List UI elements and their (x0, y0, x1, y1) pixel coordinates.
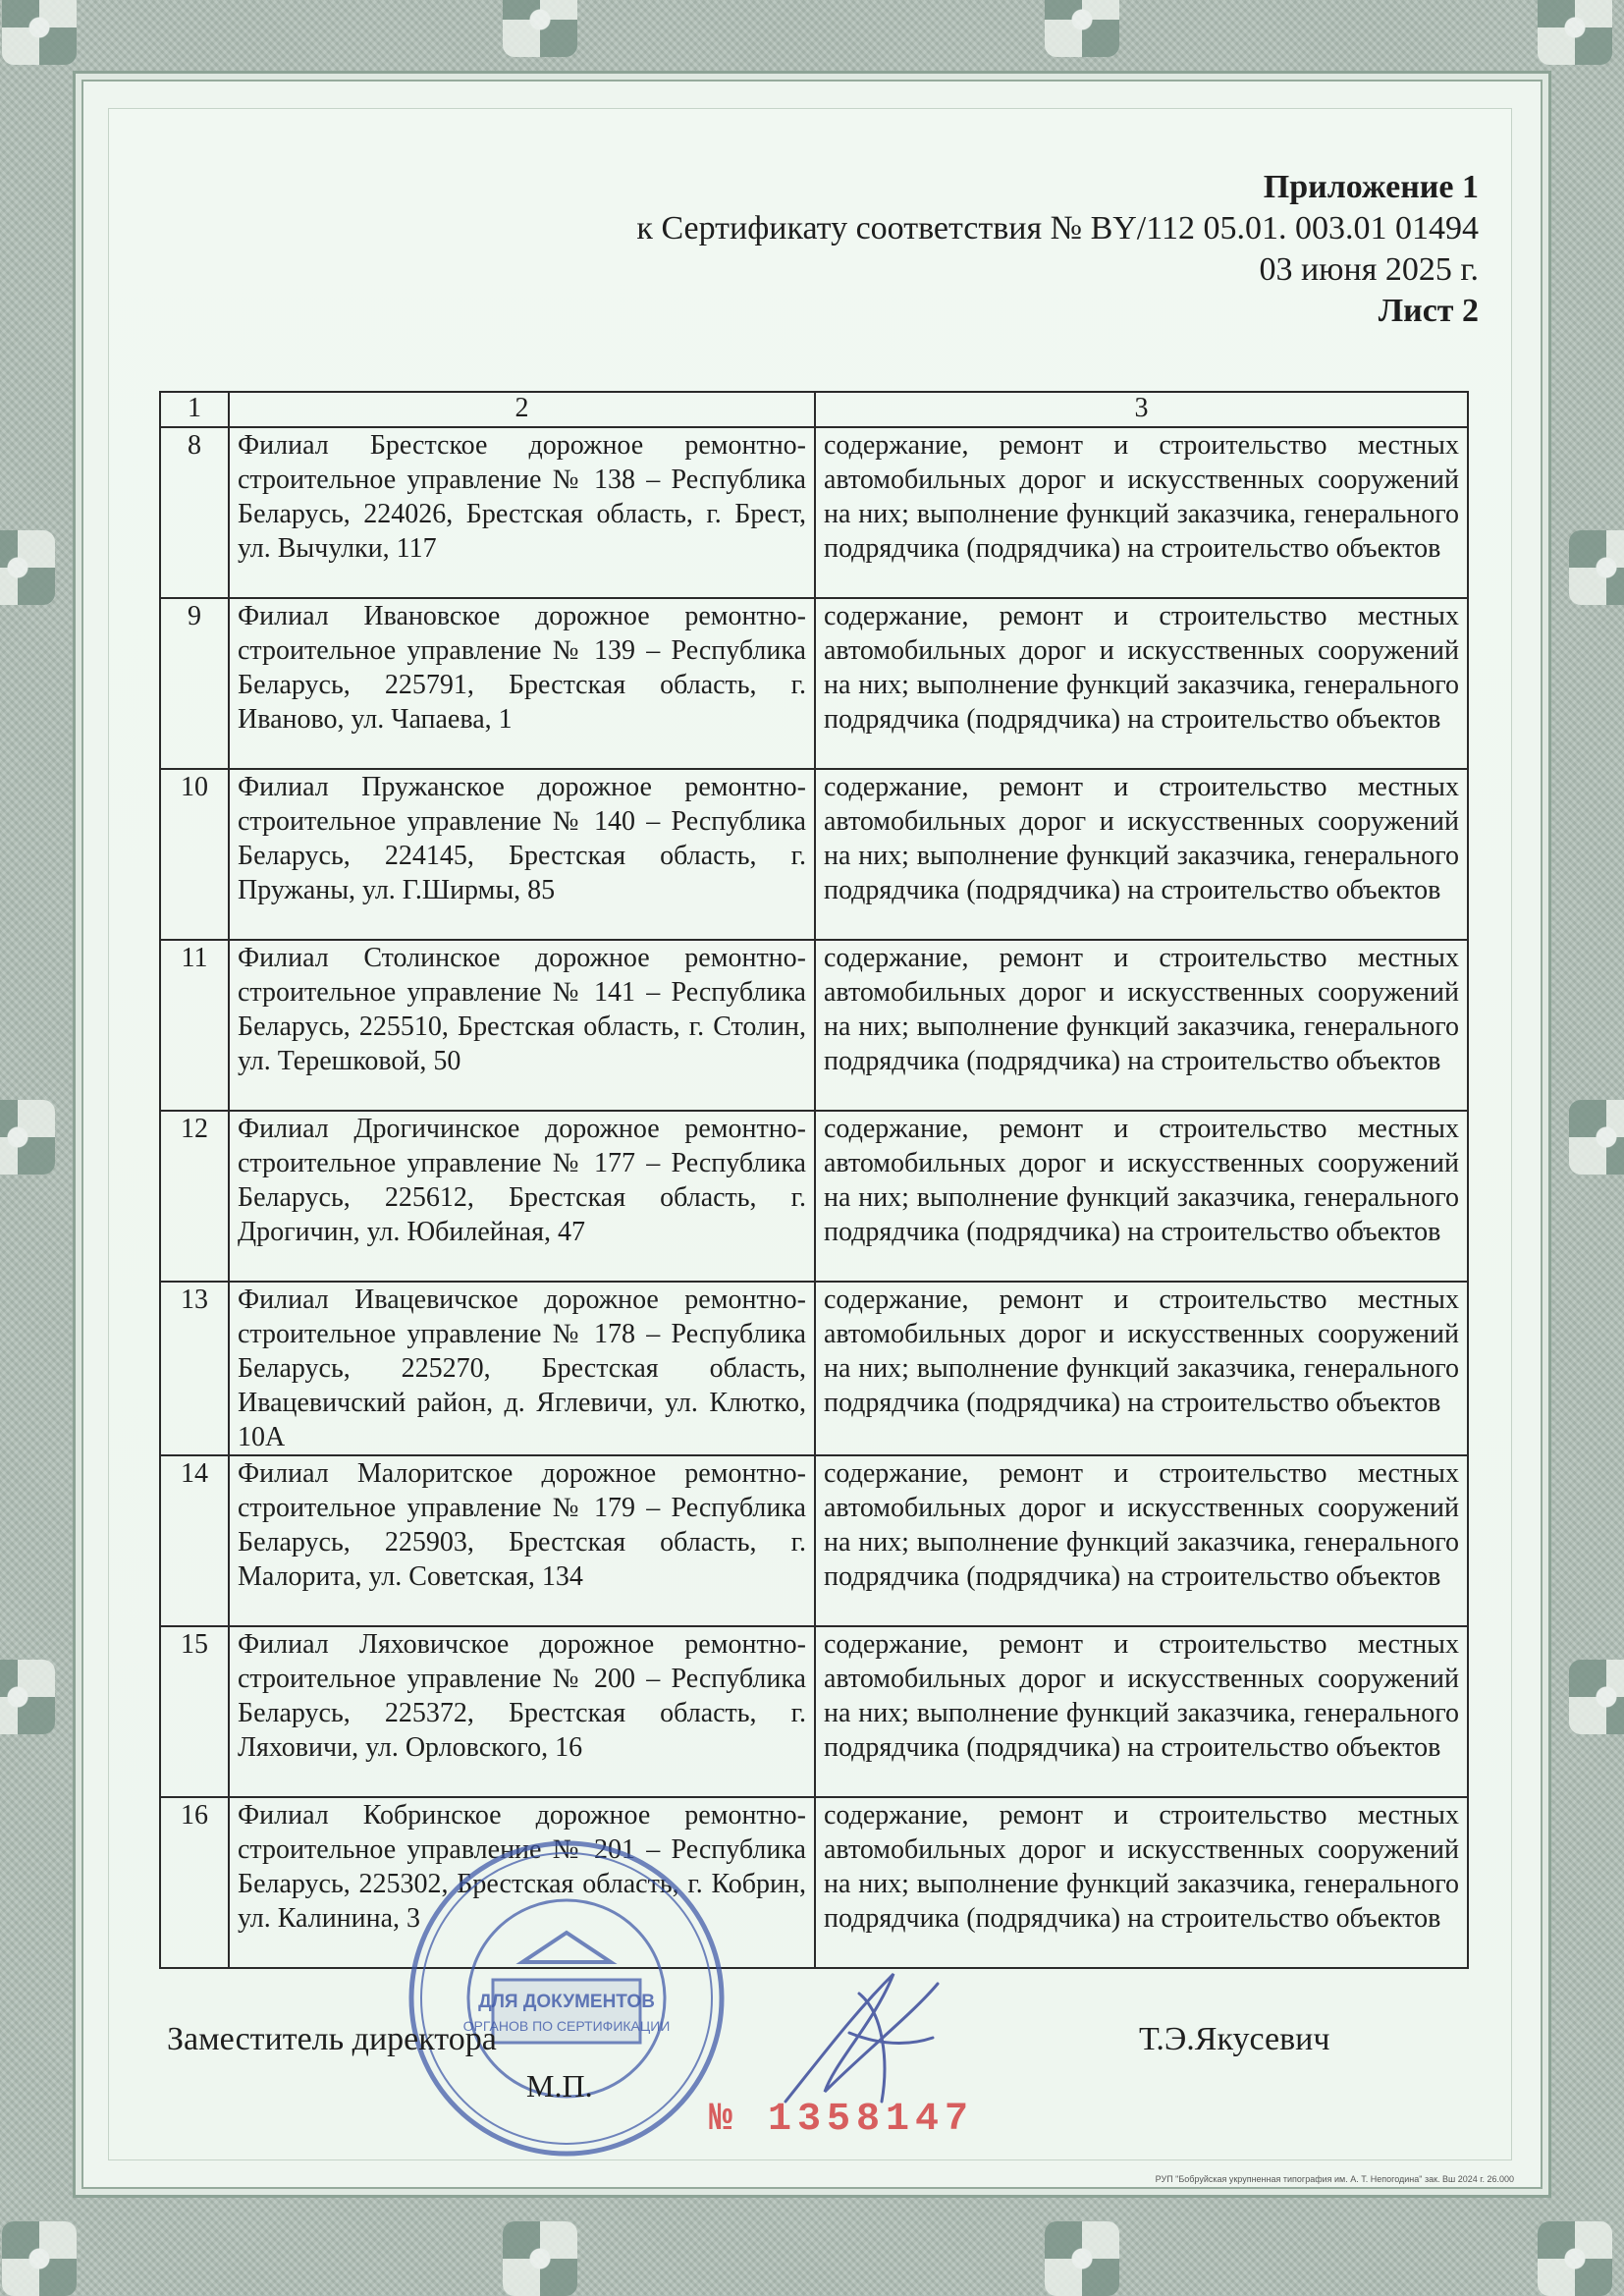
ornament-bottom-right-center-icon (1045, 2221, 1119, 2296)
signer-name: Т.Э.Якусевич (1139, 2021, 1330, 2057)
ornament-left-3-icon (0, 1660, 55, 1734)
table-row (160, 1282, 1468, 1455)
table-row (160, 1111, 1468, 1282)
column-header-1: 1 (160, 392, 229, 427)
table-row (160, 1797, 1468, 1968)
certificate-reference: к Сертификату соответствия № BY/112 05.01. 003.01 01494 (636, 210, 1479, 246)
signature-icon (766, 1954, 952, 2111)
row-number: 10 (160, 769, 229, 940)
scope-cell: содержание, ремонт и строительство местных автомобильных дорог и искусственных сооружений на них; выполнение функций заказчика, генерального подрядчика (подрядчика) на строительство объектов (815, 1282, 1468, 1455)
svg-text:ОРГАНОВ ПО СЕРТИФИКАЦИИ: ОРГАНОВ ПО СЕРТИФИКАЦИИ (462, 2018, 671, 2034)
document-header (636, 167, 1479, 332)
ornament-top-left-icon (2, 0, 77, 65)
appendix-title: Приложение 1 (1263, 169, 1479, 205)
scope-cell: содержание, ремонт и строительство местных автомобильных дорог и искусственных сооружений на них; выполнение функций заказчика, генерального подрядчика (подрядчика) на строительство объектов (815, 1797, 1468, 1968)
row-number: 16 (160, 1797, 229, 1968)
branch-cell: Филиал Ивановское дорожное ремонтно-строительное управление № 139 – Республика Беларусь, 225791, Брестская область, г. Иваново, ул. Чапаева, 1 (229, 598, 815, 769)
branch-cell: Филиал Малоритское дорожное ремонтно-строительное управление № 179 – Республика Беларусь, 225903, Брестская область, г. Малорита, ул. Советская, 134 (229, 1455, 815, 1626)
certificate-date: 03 июня 2025 г. (1259, 251, 1479, 288)
scope-cell: содержание, ремонт и строительство местных автомобильных дорог и искусственных сооружений на них; выполнение функций заказчика, генерального подрядчика (подрядчика) на строительство объектов (815, 598, 1468, 769)
ornament-top-right-center-icon (1045, 0, 1119, 57)
table-row (160, 598, 1468, 769)
ornament-right-1-icon (1569, 530, 1624, 605)
printer-note: РУП "Бобруйская укрупненная типография им. А. Т. Непогодина" зак. Вш 2024 г. 26.000 (1155, 2174, 1514, 2184)
branch-cell: Филиал Пружанское дорожное ремонтно-строительное управление № 140 – Республика Беларусь, 224145, Брестская область, г. Пружаны, ул. Г.Ширмы, 85 (229, 769, 815, 940)
ornament-bottom-center-icon (503, 2221, 577, 2296)
ornament-right-2-icon (1569, 1100, 1624, 1175)
branch-cell: Филиал Ивацевичское дорожное ремонтно-строительное управление № 178 – Республика Беларусь, 225270, Брестская область, Ивацевичский район, д. Яглевичи, ул. Клютко, 10А (229, 1282, 815, 1455)
ornament-left-2-icon (0, 1100, 55, 1175)
ornament-right-3-icon (1569, 1660, 1624, 1734)
branch-cell: Филиал Дрогичинское дорожное ремонтно-строительное управление № 177 – Республика Беларусь, 225612, Брестская область, г. Дрогичин, ул. Юбилейная, 47 (229, 1111, 815, 1282)
ornament-top-right-icon (1538, 0, 1612, 65)
column-header-3: 3 (815, 392, 1468, 427)
table-row (160, 769, 1468, 940)
row-number: 11 (160, 940, 229, 1111)
scope-cell: содержание, ремонт и строительство местных автомобильных дорог и искусственных сооружений на них; выполнение функций заказчика, генерального подрядчика (подрядчика) на строительство объектов (815, 1626, 1468, 1797)
branches-table (159, 391, 1469, 1969)
ornament-bottom-right-icon (1538, 2221, 1612, 2296)
ornament-top-center-icon (503, 0, 577, 57)
certification-stamp-icon (405, 1836, 729, 2160)
table-header-row (160, 392, 1468, 427)
ornament-left-1-icon (0, 530, 55, 605)
seal-place-label: М.П. (526, 2068, 593, 2104)
column-header-2: 2 (229, 392, 815, 427)
table-row (160, 427, 1468, 598)
blank-serial-number: № 1358147 (709, 2098, 975, 2142)
scope-cell: содержание, ремонт и строительство местных автомобильных дорог и искусственных сооружений на них; выполнение функций заказчика, генерального подрядчика (подрядчика) на строительство объектов (815, 1455, 1468, 1626)
branch-cell: Филиал Брестское дорожное ремонтно-строительное управление № 138 – Республика Беларусь, 224026, Брестская область, г. Брест, ул. Вычулки, 117 (229, 427, 815, 598)
row-number: 9 (160, 598, 229, 769)
table-row (160, 940, 1468, 1111)
svg-text:ДЛЯ ДОКУМЕНТОВ: ДЛЯ ДОКУМЕНТОВ (478, 1992, 655, 2012)
scope-cell: содержание, ремонт и строительство местных автомобильных дорог и искусственных сооружений на них; выполнение функций заказчика, генерального подрядчика (подрядчика) на строительство объектов (815, 940, 1468, 1111)
row-number: 13 (160, 1282, 229, 1455)
table-row (160, 1626, 1468, 1797)
sheet-number: Лист 2 (1378, 293, 1479, 329)
scope-cell: содержание, ремонт и строительство местных автомобильных дорог и искусственных сооружений на них; выполнение функций заказчика, генерального подрядчика (подрядчика) на строительство объектов (815, 427, 1468, 598)
row-number: 15 (160, 1626, 229, 1797)
ornament-bottom-left-icon (2, 2221, 77, 2296)
row-number: 8 (160, 427, 229, 598)
branch-cell: Филиал Кобринское дорожное ремонтно-строительное управление № 201 – Республика Беларусь, 225302, Брестская область, г. Кобрин, ул. Калинина, 3 (229, 1797, 815, 1968)
row-number: 14 (160, 1455, 229, 1626)
row-number: 12 (160, 1111, 229, 1282)
branch-cell: Филиал Столинское дорожное ремонтно-строительное управление № 141 – Республика Беларусь, 225510, Брестская область, г. Столин, ул. Терешковой, 50 (229, 940, 815, 1111)
scope-cell: содержание, ремонт и строительство местных автомобильных дорог и искусственных сооружений на них; выполнение функций заказчика, генерального подрядчика (подрядчика) на строительство объектов (815, 1111, 1468, 1282)
signer-position: Заместитель директора (167, 2021, 497, 2057)
branch-cell: Филиал Ляховичское дорожное ремонтно-строительное управление № 200 – Республика Беларусь, 225372, Брестская область, г. Ляховичи, ул. Орловского, 16 (229, 1626, 815, 1797)
scope-cell: содержание, ремонт и строительство местных автомобильных дорог и искусственных сооружений на них; выполнение функций заказчика, генерального подрядчика (подрядчика) на строительство объектов (815, 769, 1468, 940)
table-row (160, 1455, 1468, 1626)
